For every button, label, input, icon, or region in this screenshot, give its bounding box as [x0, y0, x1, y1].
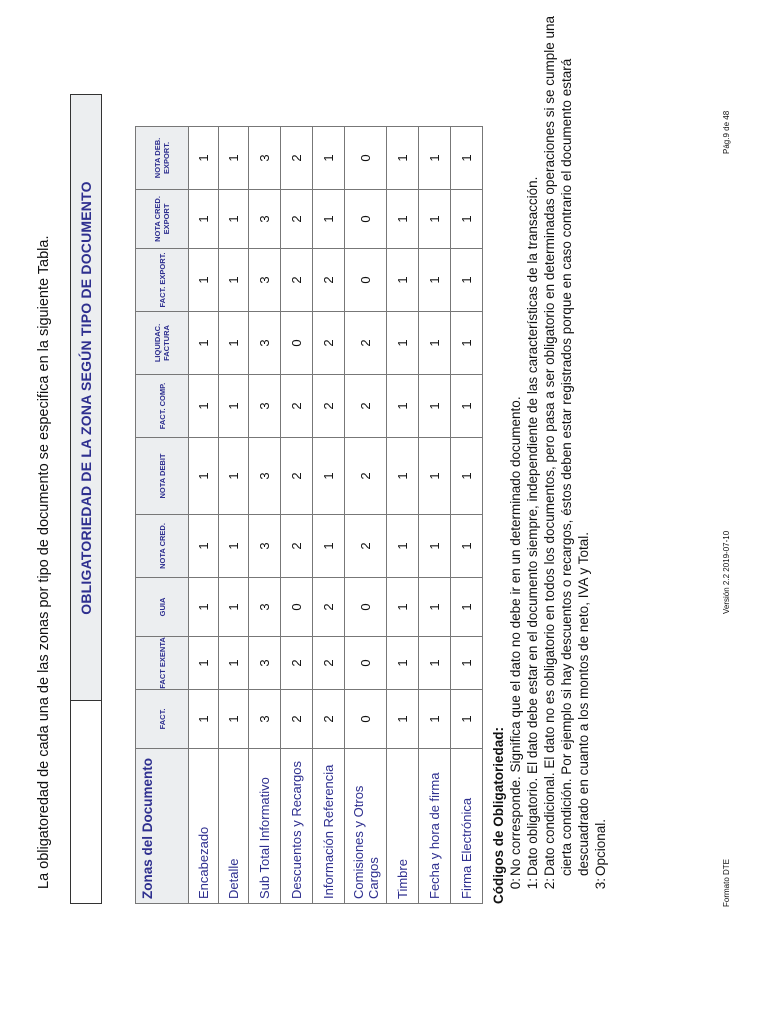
- zone-name: Sub Total Informativo: [249, 749, 281, 904]
- cell-value: 1: [451, 515, 483, 578]
- footer-page-number: Pág.9 de 48: [722, 110, 731, 154]
- cell-value: 2: [281, 438, 313, 515]
- column-header: FACT. EXPORT.: [136, 249, 189, 312]
- zone-name: Detalle: [219, 749, 249, 904]
- column-header: GUIA: [136, 578, 189, 637]
- cell-value: 3: [249, 578, 281, 637]
- cell-value: 1: [451, 127, 483, 190]
- code-description: Dato condicional. El dato no es obligatorio en todos los documentos, pero pasa a ser obligatorio en determinadas operaciones si se cumple una cierta condición. Por ejemplo si hay descuentos o recargos, éstos deben estar registrados porque en caso contrario el documento estará descuadrado en cuanto a los montos de neto, IVA y Total.: [542, 15, 591, 876]
- intro-text: La obligatoredad de cada una de las zonas por tipo de documento se especifica en la siguiente Tabla.: [36, 235, 52, 889]
- cell-value: 1: [189, 690, 219, 749]
- column-header: LIQUIDAC. FACTURA: [136, 312, 189, 375]
- column-header: NOTA CRED. EXPORT: [136, 190, 189, 249]
- code-item: [507, 0, 524, 904]
- zone-name: Firma Electrónica: [451, 749, 483, 904]
- cell-value: 1: [189, 637, 219, 690]
- cell-value: 1: [387, 438, 419, 515]
- zones-header: Zonas del Documento: [136, 749, 189, 904]
- cell-value: 3: [249, 312, 281, 375]
- cell-value: 1: [313, 127, 345, 190]
- cell-value: 2: [345, 515, 387, 578]
- zone-name: Comisiones y Otros Cargos: [345, 749, 387, 904]
- banner-left-cell: [71, 700, 101, 903]
- zone-name: Encabezado: [189, 749, 219, 904]
- cell-value: 1: [219, 637, 249, 690]
- banner-title: OBLIGATORIEDAD DE LA ZONA SEGÚN TIPO DE DOCUMENTO: [78, 181, 94, 615]
- cell-value: 1: [387, 637, 419, 690]
- code-number: 3 :: [592, 878, 609, 894]
- cell-value: 1: [419, 578, 451, 637]
- cell-value: 1: [189, 438, 219, 515]
- cell-value: 2: [345, 438, 387, 515]
- code-item: [541, 0, 592, 904]
- table-row: [345, 127, 387, 904]
- cell-value: 2: [281, 690, 313, 749]
- cell-value: 2: [345, 375, 387, 438]
- cell-value: 1: [313, 438, 345, 515]
- column-header: FACT.: [136, 690, 189, 749]
- codes-section: [490, 0, 609, 904]
- cell-value: 2: [281, 190, 313, 249]
- cell-value: 1: [387, 375, 419, 438]
- table-row: [219, 127, 249, 904]
- column-header: NOTA CRED.: [136, 515, 189, 578]
- cell-value: 1: [419, 637, 451, 690]
- code-number: 2 :: [541, 878, 558, 894]
- cell-value: 1: [419, 127, 451, 190]
- cell-value: 1: [387, 690, 419, 749]
- cell-value: 1: [451, 190, 483, 249]
- table-row: [451, 127, 483, 904]
- cell-value: 1: [419, 690, 451, 749]
- cell-value: 2: [281, 375, 313, 438]
- table-row: [249, 127, 281, 904]
- code-item: [592, 0, 609, 904]
- cell-value: 1: [451, 578, 483, 637]
- zone-name: Fecha y hora de firma: [419, 749, 451, 904]
- cell-value: 1: [219, 127, 249, 190]
- cell-value: 2: [313, 690, 345, 749]
- cell-value: 0: [345, 127, 387, 190]
- cell-value: 1: [189, 127, 219, 190]
- cell-value: 3: [249, 190, 281, 249]
- cell-value: 2: [313, 375, 345, 438]
- cell-value: 1: [219, 515, 249, 578]
- column-header: NOTA DEBIT: [136, 438, 189, 515]
- cell-value: 3: [249, 690, 281, 749]
- cell-value: 1: [419, 190, 451, 249]
- cell-value: 1: [189, 249, 219, 312]
- column-header: FACT. COMP.: [136, 375, 189, 438]
- codes-title: Códigos de Obligatoriedad:: [491, 726, 506, 904]
- cell-value: 1: [219, 438, 249, 515]
- table-row: [387, 127, 419, 904]
- cell-value: 1: [219, 190, 249, 249]
- cell-value: 0: [345, 578, 387, 637]
- footer-version: Versión 2.2 2019-07-10: [722, 530, 731, 614]
- cell-value: 2: [345, 312, 387, 375]
- cell-value: 1: [189, 312, 219, 375]
- cell-value: 1: [419, 375, 451, 438]
- cell-value: 1: [419, 515, 451, 578]
- cell-value: 2: [281, 637, 313, 690]
- cell-value: 0: [345, 190, 387, 249]
- cell-value: 1: [219, 249, 249, 312]
- cell-value: 0: [345, 637, 387, 690]
- cell-value: 1: [313, 515, 345, 578]
- cell-value: 2: [281, 249, 313, 312]
- zone-name: Descuentos y Recargos: [281, 749, 313, 904]
- cell-value: 1: [451, 375, 483, 438]
- cell-value: 1: [387, 515, 419, 578]
- code-item: [524, 0, 541, 904]
- cell-value: 1: [219, 690, 249, 749]
- cell-value: 2: [313, 312, 345, 375]
- cell-value: 0: [345, 249, 387, 312]
- cell-value: 1: [451, 312, 483, 375]
- cell-value: 1: [219, 375, 249, 438]
- cell-value: 1: [419, 249, 451, 312]
- cell-value: 3: [249, 375, 281, 438]
- cell-value: 0: [345, 690, 387, 749]
- table-row: [419, 127, 451, 904]
- zone-name: Información Referencia: [313, 749, 345, 904]
- code-number: 1 :: [524, 878, 541, 894]
- code-number: 0 :: [507, 878, 524, 894]
- column-header: NOTA DEB. EXPORT.: [136, 127, 189, 190]
- table-banner: [70, 94, 102, 904]
- cell-value: 1: [451, 249, 483, 312]
- cell-value: 1: [451, 690, 483, 749]
- table-row: [281, 127, 313, 904]
- code-description: Opcional.: [593, 818, 608, 876]
- cell-value: 3: [249, 249, 281, 312]
- zone-name: Timbre: [387, 749, 419, 904]
- cell-value: 1: [387, 190, 419, 249]
- cell-value: 1: [387, 249, 419, 312]
- cell-value: 2: [313, 578, 345, 637]
- code-description: No corresponde. Significa que el dato no debe ir en un determinado documento.: [508, 396, 523, 876]
- cell-value: 1: [189, 375, 219, 438]
- cell-value: 2: [281, 515, 313, 578]
- cell-value: 1: [387, 578, 419, 637]
- cell-value: 0: [281, 312, 313, 375]
- cell-value: 1: [387, 312, 419, 375]
- cell-value: 1: [451, 438, 483, 515]
- cell-value: 1: [219, 312, 249, 375]
- cell-value: 2: [313, 249, 345, 312]
- cell-value: 1: [451, 637, 483, 690]
- cell-value: 3: [249, 637, 281, 690]
- codes-list: [507, 0, 609, 904]
- cell-value: 1: [419, 438, 451, 515]
- column-header: FACT EXENTA: [136, 637, 189, 690]
- cell-value: 1: [313, 190, 345, 249]
- obligatoriedad-table: [135, 126, 483, 904]
- cell-value: 1: [189, 515, 219, 578]
- cell-value: 2: [313, 637, 345, 690]
- table-row: [189, 127, 219, 904]
- cell-value: 0: [281, 578, 313, 637]
- footer-left: Formato DTE: [722, 858, 731, 907]
- cell-value: 1: [419, 312, 451, 375]
- cell-value: 3: [249, 127, 281, 190]
- cell-value: 1: [189, 578, 219, 637]
- cell-value: 3: [249, 515, 281, 578]
- cell-value: 3: [249, 438, 281, 515]
- code-description: Dato obligatorio. El dato debe estar en el documento siempre, independiente de las características de la transacción.: [525, 176, 540, 876]
- cell-value: 2: [281, 127, 313, 190]
- table-row: [313, 127, 345, 904]
- cell-value: 1: [219, 578, 249, 637]
- cell-value: 1: [387, 127, 419, 190]
- cell-value: 1: [189, 190, 219, 249]
- table-header-row: [136, 127, 189, 904]
